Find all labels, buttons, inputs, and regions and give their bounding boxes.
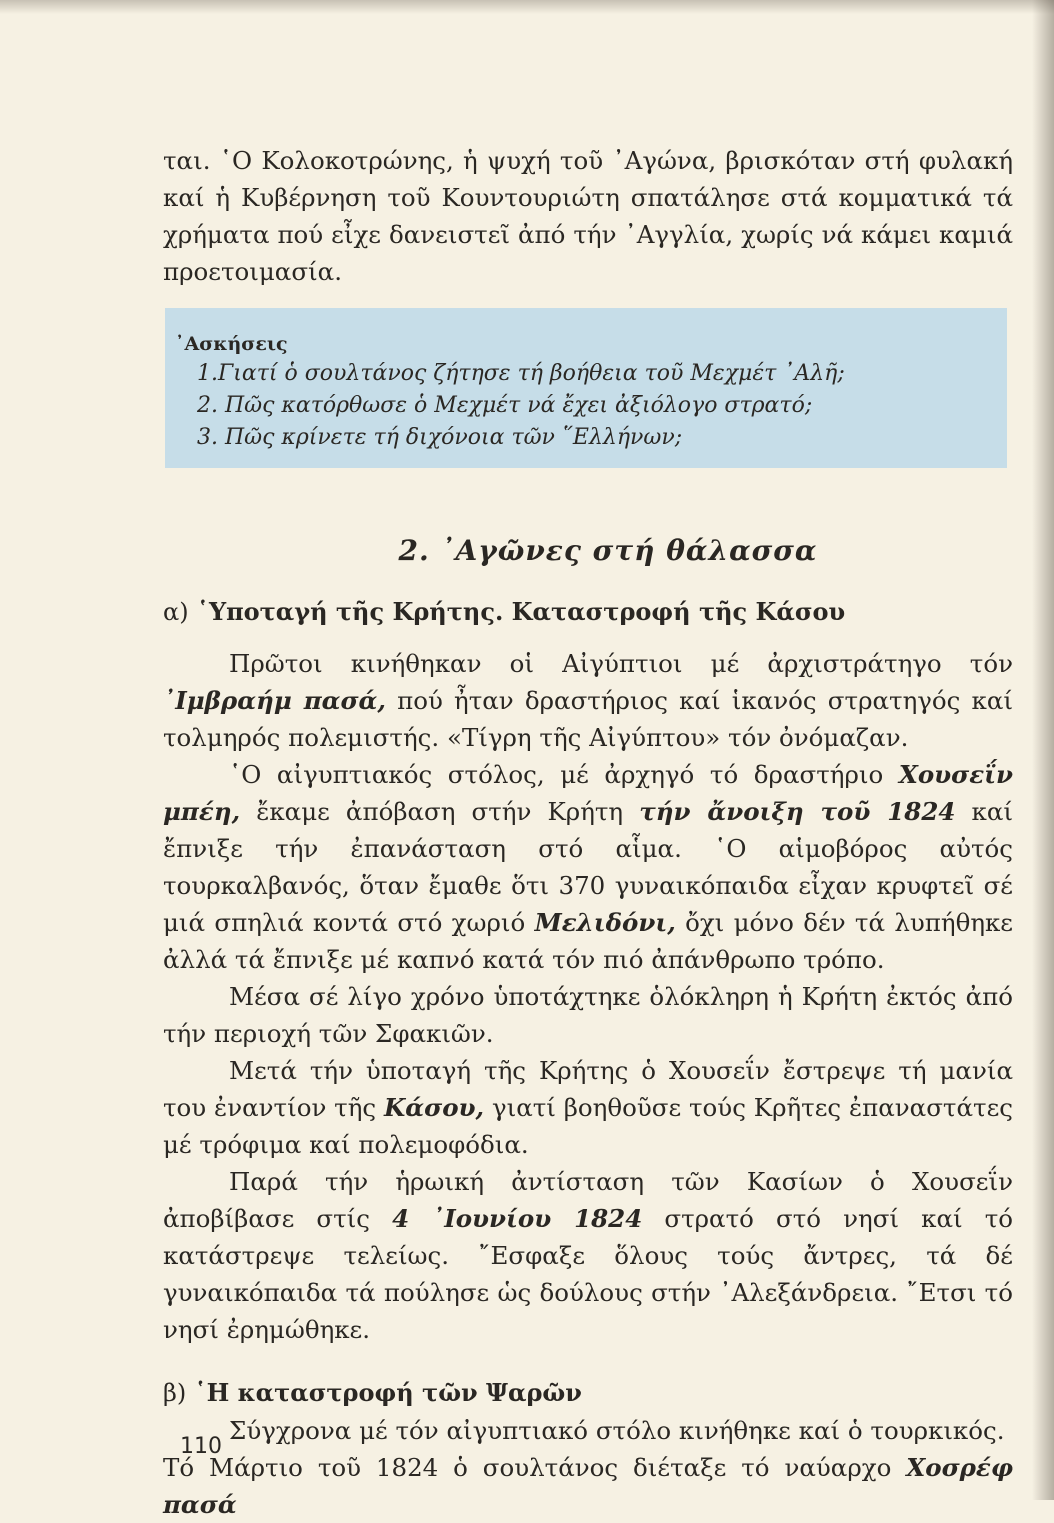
exercise-item-1: 1.Γιατί ὁ σουλτάνος ζήτησε τή βοήθεια τοῦ Μεχμέτ ᾿Αλῆ; <box>197 361 845 386</box>
text-run: γιατί βοηθοῦσε τούς Κρῆτες ἐπαναστάτες μέ τρόφιμα καί πολεμοφόδια. <box>163 1093 1013 1159</box>
page-top-shadow <box>0 0 1054 14</box>
emphasis-ibrahim: ᾿Ιμβραήμ πασά, <box>163 686 386 715</box>
subheading-a <box>163 595 1013 629</box>
page-content <box>163 142 1013 1523</box>
emphasis-spring-1824: τήν ἄνοιξη τοῦ 1824 <box>639 797 956 826</box>
exercise-item-3: 3. Πῶς κρίνετε τή διχόνοια τῶν ῞Ελλήνων; <box>197 425 683 450</box>
text-run: ὄχι μόνο δέν τά λυπήθηκε ἀλλά τά ἔπνιξε μέ καπνό κατά τόν πιό ἀπάνθρωπο τρόπο. <box>163 908 1013 974</box>
text-run: ῾Ο αἰγυπτιακός στόλος, μέ ἀρχηγό τό δραστήριο <box>229 760 899 789</box>
paragraph-6: Σύγχρονα μέ τόν αἰγυπτιακό στόλο κινήθηκε καί ὁ τουρκικός. <box>229 1416 1005 1445</box>
text-run: Μετά τήν ὑποταγή τῆς Κρήτης ὁ Χουσεΐν ἔστρεψε τή μανία του ἐναντίον τῆς <box>163 1056 1013 1122</box>
text-run: πού ἦταν δραστήριος καί ἱκανός στρατηγός καί τολμηρός πολεμιστής. «Τίγρη τῆς Αἰγύπτου» τόν ὀνόμαζαν. <box>163 686 1013 752</box>
text-run: ἔκαμε ἀπόβαση στήν Κρήτη <box>240 797 640 826</box>
text-run: στρατό στό νησί καί τό κατάστρεψε τελείως. ῎Εσφαξε ὅλους τούς ἄντρες, τά δέ γυναικόπαιδα τά πούλησε ὡς δούλους στήν ᾿Αλεξάνδρεια. ῎Ετσι τό νησί ἐρημώθηκε. <box>163 1204 1014 1344</box>
emphasis-hussein: Χουσεΐν μπέη, <box>163 760 1013 826</box>
emphasis-melidoni: Μελιδόνι, <box>534 908 676 937</box>
text-run: Τό Μάρτιο τοῦ 1824 ὁ σουλτάνος διέταξε τό ναύαρχο <box>163 1453 907 1482</box>
page-number: 110 <box>180 1434 222 1459</box>
emphasis-hosref: Χοσρέφ πασά <box>163 1453 1013 1519</box>
subheading-a-title: ῾Υποταγή τῆς Κρήτης. Καταστροφή τῆς Κάσου <box>196 597 846 626</box>
paragraph-2 <box>163 756 1013 978</box>
subheading-b-marker: β) <box>163 1379 187 1407</box>
paragraph-5 <box>163 1163 1013 1348</box>
paragraph-3: Μέσα σέ λίγο χρόνο ὑποτάχτηκε ὁλόκληρη ἡ Κρήτη ἐκτός ἀπό τήν περιοχή τῶν Σφακιῶν. <box>163 982 1013 1048</box>
exercises-box <box>165 308 1007 468</box>
intro-paragraph: ται. ῾Ο Κολοκοτρώνης, ἡ ψυχή τοῦ ᾿Αγώνα, βρισκόταν στή φυλακή καί ἡ Κυβέρνηση τοῦ Κουντουριώτη σπατάλησε στά κομματικά τά χρήματα πού εἶχε δανειστεῖ ἀπό τήν ᾿Αγγλία, χωρίς νά κάμει καμιά προετοιμασία. <box>163 146 1013 286</box>
subheading-a-marker: α) <box>163 598 189 626</box>
emphasis-june-1824: 4 ᾿Ιουνίου 1824 <box>392 1204 643 1233</box>
subheading-b-title: ῾Η καταστροφή τῶν Ψαρῶν <box>194 1378 582 1407</box>
subheading-b <box>163 1376 1013 1410</box>
page-edge-shadow <box>1032 0 1054 1500</box>
text-run: Πρῶτοι κινήθηκαν οἱ Αἰγύπτιοι μέ ἀρχιστράτηγο τόν <box>229 649 1013 678</box>
exercise-item-2: 2. Πῶς κατόρθωσε ὁ Μεχμέτ νά ἔχει ἀξιόλογο στρατό; <box>197 393 813 418</box>
paragraph-7 <box>163 1449 1013 1523</box>
emphasis-kasos: Κάσου, <box>384 1093 485 1122</box>
text-run: καί ἔπνιξε τήν ἐπανάσταση στό αἷμα. ῾Ο αἱμοβόρος αὐτός τουρκαλβανός, ὅταν ἔμαθε ὅτι 370 γυναικόπαιδα εἶχαν κρυφτεῖ σέ μιά σπηλιά κοντά στό χωριό <box>163 797 1013 937</box>
paragraph-4 <box>163 1052 1013 1163</box>
section-title: 2. ᾿Αγῶνες στή θάλασσα <box>398 534 818 567</box>
text-run: Παρά τήν ἡρωική ἀντίσταση τῶν Κασίων ὁ Χουσεΐν ἀποβίβασε στίς <box>163 1167 1013 1233</box>
paragraph-1 <box>163 645 1013 756</box>
exercises-title: ᾿Ασκήσεις <box>175 333 288 355</box>
